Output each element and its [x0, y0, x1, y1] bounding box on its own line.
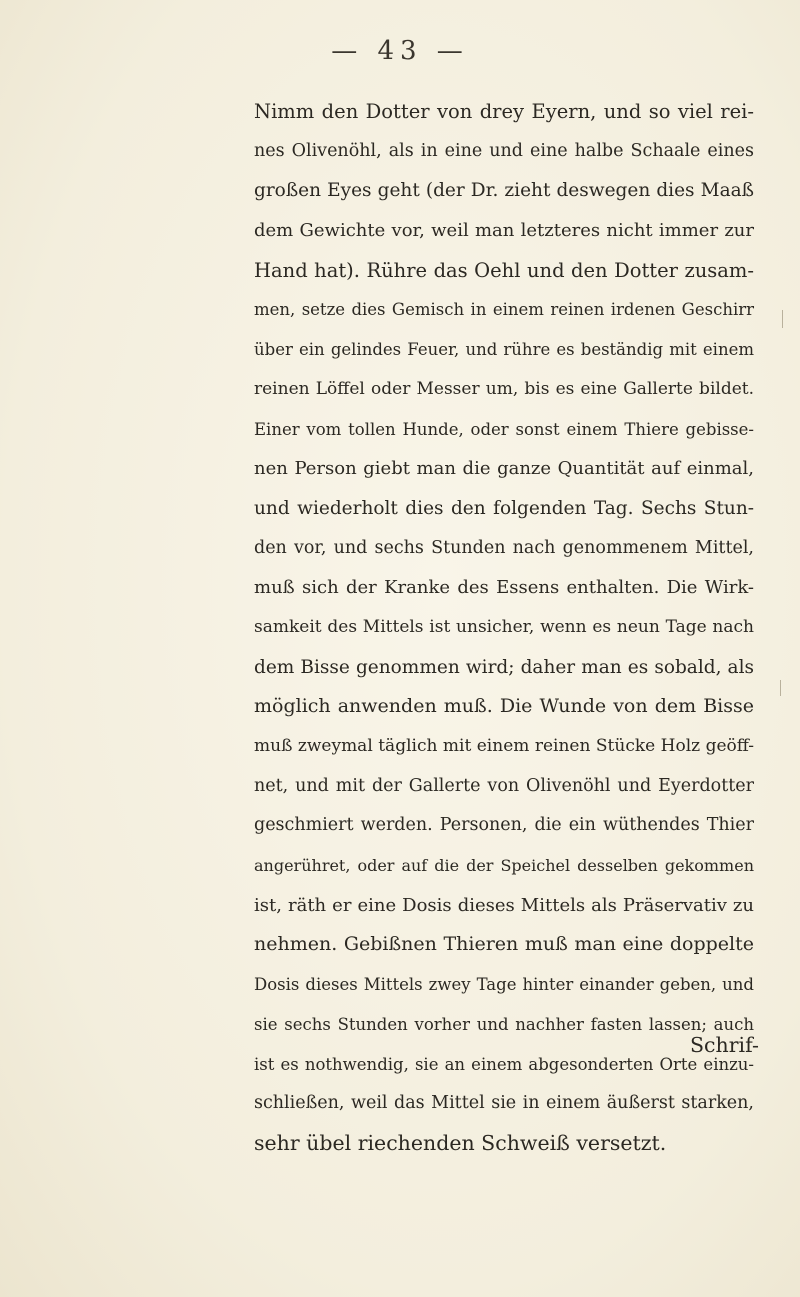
text-line: möglich anwenden muß. Die Wunde von dem Bisse [254, 695, 754, 718]
text-line: sehr übel riechenden Schweiß versetzt. [254, 1130, 667, 1155]
text-line: nes Olivenöhl, als in eine und eine halbe Schaale eines [254, 140, 754, 161]
text-line: nehmen. Gebißnen Thieren muß man eine doppelte [254, 933, 754, 956]
text-line: Einer vom tollen Hunde, oder sonst einem Thiere gebisse- [254, 419, 754, 439]
text-line: großen Eyes geht (der Dr. zieht deswegen dies Maaß [254, 180, 754, 202]
text-line: Hand hat). Rühre das Oehl und den Dotter zusam- [254, 258, 754, 282]
text-line: Nimm den Dotter von drey Eyern, und so viel rei- [254, 100, 754, 123]
margin-mark [780, 680, 781, 696]
text-line: samkeit des Mittels ist unsicher, wenn es neun Tage nach [254, 616, 754, 637]
text-line: muß zweymal täglich mit einem reinen Stücke Holz geöff- [254, 736, 754, 756]
text-line: ist, räth er eine Dosis dieses Mittels als Präservativ zu [254, 894, 754, 916]
text-line: dem Gewichte vor, weil man letzteres nicht immer zur [254, 220, 754, 242]
text-line: net, und mit der Gallerte von Olivenöhl und Eyerdotter [254, 775, 754, 796]
text-line: Dosis dieses Mittels zwey Tage hinter einander geben, und [254, 975, 754, 995]
body-text [254, 92, 754, 1164]
text-line: muß sich der Kranke des Essens enthalten. Die Wirk- [254, 577, 754, 599]
page-number: — 43 — [331, 36, 469, 66]
margin-mark [782, 310, 783, 328]
catchword: Schrif- [690, 1033, 759, 1057]
text-line: angerühret, oder auf die der Speichel desselben gekommen [254, 856, 754, 876]
text-line: reinen Löffel oder Messer um, bis es eine Gallerte bildet. [254, 378, 754, 399]
text-line: und wiederholt dies den folgenden Tag. Sechs Stun- [254, 497, 754, 519]
text-line: sie sechs Stunden vorher und nachher fasten lassen; auch [254, 1014, 754, 1034]
text-line: nen Person giebt man die ganze Quantität auf einmal, [254, 458, 754, 480]
text-line: ist es nothwendig, sie an einem abgesonderten Orte einzu- [254, 1054, 754, 1074]
text-line: men, setze dies Gemisch in einem reinen irdenen Geschirr [254, 300, 754, 320]
text-line: geschmiert werden. Personen, die ein wüthendes Thier [254, 815, 754, 836]
text-line: den vor, und sechs Stunden nach genommenem Mittel, [254, 537, 754, 558]
text-line: über ein gelindes Feuer, und rühre es beständig mit einem [254, 340, 754, 360]
text-line: schließen, weil das Mittel sie in einem äußerst starken, [254, 1093, 754, 1114]
text-line: dem Bisse genommen wird; daher man es sobald, als [254, 656, 754, 678]
